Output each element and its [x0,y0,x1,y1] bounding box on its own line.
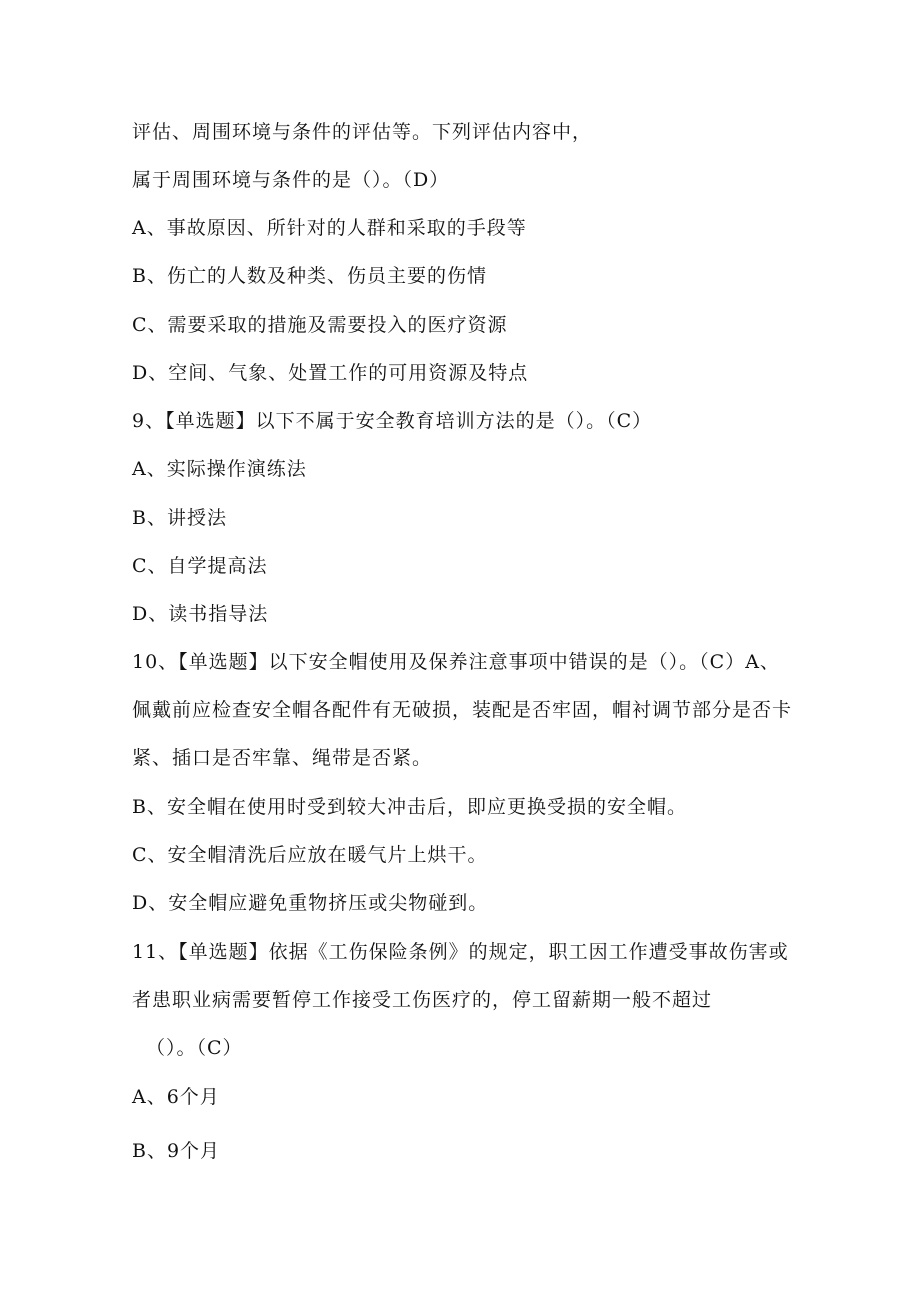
option-a: A、实际操作演练法 [132,458,307,480]
text-line: 紧、插口是否牢靠、绳带是否紧。 [132,747,433,769]
option-b: B、伤亡的人数及种类、伤员主要的伤情 [132,265,487,287]
answer-line: （）。（C） [146,1037,243,1059]
text-line: 佩戴前应检查安全帽各配件有无破损，装配是否牢固，帽衬调节部分是否卡 [132,699,793,721]
option-d: D、空间、气象、处置工作的可用资源及特点 [132,362,529,384]
option-b: B、讲授法 [132,507,227,529]
text-line: 属于周围环境与条件的是（）。（D） [132,169,450,191]
option-a: A、事故原因、所针对的人群和采取的手段等 [132,217,527,239]
question-9: 9、【单选题】以下不属于安全教育培训方法的是（）。（C） [132,410,653,432]
option-d: D、安全帽应避免重物挤压或尖物碰到。 [132,892,489,914]
option-c: C、安全帽清洗后应放在暖气片上烘干。 [132,844,488,866]
option-d: D、读书指导法 [132,603,269,625]
question-11: 11、【单选题】依据《工伤保险条例》的规定，职工因工作遭受事故伤害或 [132,941,789,963]
option-a: A、6个月 [132,1086,220,1108]
option-c: C、自学提高法 [132,555,268,577]
option-c: C、需要采取的措施及需要投入的医疗资源 [132,314,508,336]
text-line: 者患职业病需要暂停工作接受工伤医疗的，停工留薪期一般不超过 [132,989,713,1011]
option-b: B、安全帽在使用时受到较大冲击后，即应更换受损的安全帽。 [132,796,687,818]
question-10: 10、【单选题】以下安全帽使用及保养注意事项中错误的是（）。（C）A、 [132,651,780,673]
text-line: 评估、周围环境与条件的评估等。下列评估内容中， [132,121,593,143]
option-b: B、9个月 [132,1140,221,1162]
